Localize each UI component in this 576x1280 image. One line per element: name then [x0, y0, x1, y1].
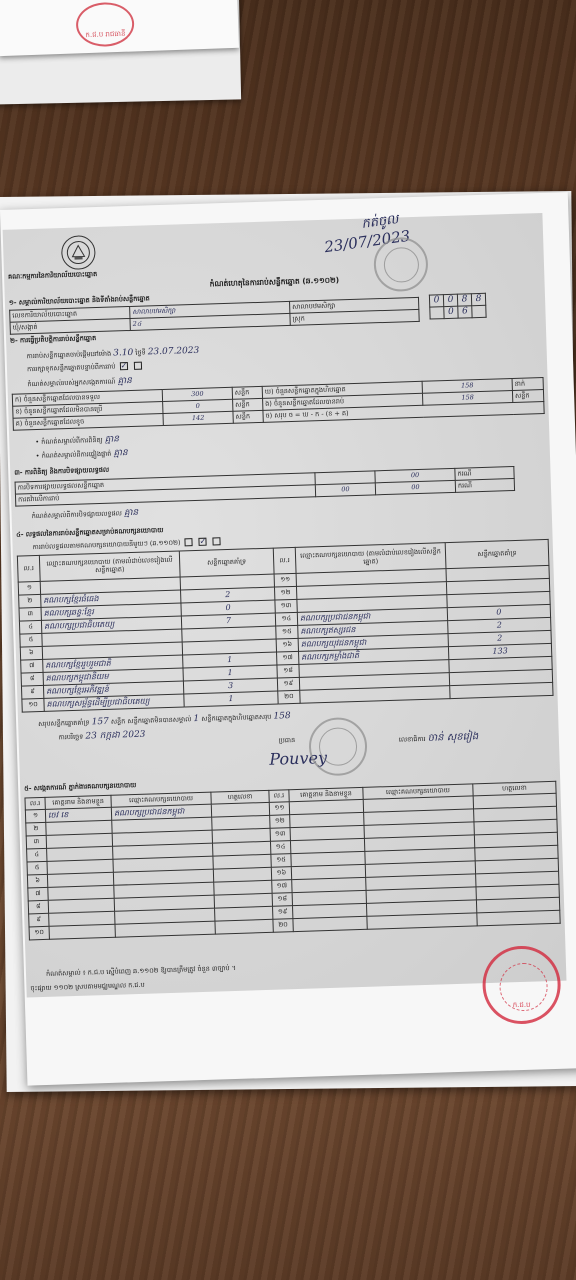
section1-label: ឃុំ/សង្កាត់ — [10, 318, 130, 334]
red-stamp-small: ក.ជ.ប រាជធានី — [75, 1, 135, 47]
form-paper — [0, 192, 576, 1085]
party-no: ៩ — [21, 685, 43, 699]
agent-no: ៨ — [28, 900, 48, 914]
party-no: ១១ — [274, 573, 296, 587]
checkbox — [184, 538, 192, 546]
agent-no: ១៨ — [272, 893, 292, 907]
agent-name — [49, 924, 115, 939]
section5-heading: ៥- សង្កេតការណ៍ ភ្នាក់ងារគណបក្សនយោបាយ — [24, 781, 137, 793]
agent-no: ១៧ — [272, 880, 292, 894]
agent-rows — [25, 793, 560, 940]
code-digit: 8 — [457, 294, 471, 306]
party-votes: 0 — [447, 604, 550, 620]
agent-signature — [215, 919, 273, 934]
party-votes: 2 — [448, 617, 551, 633]
checkbox — [133, 362, 141, 370]
section3-heading: ៣- ការពិនិត្យ និងការបិទផ្សាយលទ្ធផល — [14, 465, 110, 477]
party-no: ២០ — [278, 690, 300, 704]
code-digit — [430, 307, 444, 319]
party-name: គណបក្សកម្លាំងជាតិ — [299, 647, 449, 665]
party-name: គណបក្សខ្មែរធំធេង — [41, 590, 181, 607]
party-votes-table: ល.រ ឈ្មោះគណបក្សនយោបាយ (តាមលំដាប់លេខរៀងលើសន្លឹកឆ្នោត) សន្លឹកឆ្នោតគាំទ្រ ល.រ ឈ្មោះគណបក្សនយោបាយ (តាមលំដាប់លេខរៀងលើសន្លឹកឆ្នោត) សន្លឹកឆ្នោតគាំទ្រ ១ ១១ ២ គណបក្សខ្មែរធំធេង 2 ១២ ៣ គណបក្សឆន្ទៈខ្មែរ 0 ១៣ ៤ គណបក្សប្រជាធិបតេយ្យ 7 ១៤ គណបក្សប្រជាជនកម្ពុជា 0 ៥ ១៥ គណបក្សឥស្សរជន 2 ៦ ១៦ គណបក្សយុវជនកម្ពុជា 2 ៧ គណបក្សខ្មែររួបរួមជាតិ 1 ១៧ គណបក្សកម្លាំងជាតិ 133 ៨ គណបក្សកម្ពុជានិយម 1 ១៨ ៩ គណបក្សខ្មែរអភិវឌ្ឍន៍ 3 ១៩ ១០ គណបក្សសម្ព័ន្ធដើម្បីប្រជាធិបតេយ្យ 1 ២០ — [17, 539, 554, 713]
agent-no: ១៣ — [270, 828, 290, 842]
red-official-stamp: ក.ជ.ប — [483, 946, 561, 1024]
party-no: ៧ — [21, 659, 43, 673]
code-digit: 8 — [471, 293, 485, 305]
party-votes: 1 — [183, 665, 277, 681]
count-start-line: ការរាប់សន្លឹកឆ្នោតចាប់ផ្ដើមនៅម៉ោង 3.10 ថ្ងៃទី 23.07.2023 — [26, 345, 200, 361]
party-votes: 1 — [184, 691, 278, 707]
agent-no: ៤ — [27, 848, 47, 862]
agents-table: ល.រ គោត្តនាម និងនាមខ្លួន ឈ្មោះគណបក្សនយោបាយ ហត្ថលេខា ល.រ គោត្តនាម និងនាមខ្លួន ឈ្មោះគណបក្សនយោបាយ ហត្ថលេខា ១ ចេវ ខេ គណបក្សប្រជាជនកម្ពុជា ១១ ២ ១២ ៣ ១៣ ៤ ១៤ ៥ ១៥ ៦ ១៦ ៧ ១៧ ៨ ១៨ ៩ ១៩ ១០ ២០ — [24, 781, 560, 941]
party-no: ៨ — [21, 672, 43, 686]
party-no: ៥ — [20, 633, 42, 647]
background-sheet — [0, 0, 239, 56]
code-digit: 0 — [443, 294, 457, 306]
gray-stamp — [308, 717, 368, 777]
check-line-1: • កំណត់សម្គាល់ពីការពិនិត្យ គ្មាន — [35, 434, 120, 447]
agent-party — [115, 921, 215, 937]
section1-value: ស្រុក — [290, 309, 419, 325]
party-votes: 2 — [448, 630, 551, 646]
agent-no: ៦ — [27, 874, 47, 888]
party-name: គណបក្សខ្មែររួបរួមជាតិ — [43, 655, 183, 672]
gray-stamp — [373, 237, 429, 293]
section2-heading: ២- ការធ្វើប្រតិបត្តិការរាប់សន្លឹកឆ្នោត — [9, 334, 97, 345]
code-digit: 6 — [458, 306, 472, 318]
party-no: ១០ — [22, 698, 44, 712]
footer-source: ចុះផ្សាយ ១១០២ ស្របតាមមជ្ឈមណ្ឌល ក.ជ.ប — [30, 980, 145, 993]
checkbox — [213, 537, 221, 545]
code-boxes — [429, 293, 487, 320]
agent-no: ១៥ — [271, 854, 291, 868]
footer-note: កំណត់សម្គាល់ ៖ ក.ជ.ប ស្នើបំពេញ ឆ.១១០២ ឱ្យបានត្រឹមត្រូវ ចំនួន ៣ច្បាប់ ។ — [45, 963, 237, 978]
agent-no: ១៩ — [273, 906, 293, 920]
party-no: ៣ — [19, 607, 41, 621]
secretary-label: លេខាធិការ ចាន់ សុខរៀង — [398, 731, 479, 744]
party-votes: 2 — [181, 587, 275, 603]
party-name: គណបក្សប្រជាធិបតេយ្យ — [41, 616, 181, 633]
party-votes: 1 — [183, 652, 277, 668]
votes-total-line: សរុបសន្លឹកឆ្នោតគាំទ្រ 157 សន្លឹក សន្លឹកឆ្នោតមិនបានសម្គាល់ 1 សន្លឹកឆ្នោតក្នុងហិបឆ្នោតសរុប 158 — [38, 711, 291, 729]
start-time: 3.10 — [113, 347, 134, 359]
code-digit: 0 — [444, 306, 458, 318]
agent-no: ៧ — [28, 887, 48, 901]
party-name: គណបក្សប្រជាជនកម្ពុជា — [297, 608, 447, 626]
section1-label: លេខការិយាល័យបោះឆ្នោត — [10, 306, 130, 322]
cambodia-emblem-icon — [61, 235, 96, 270]
party-name: គណបក្សកម្ពុជានិយម — [43, 668, 183, 685]
agent-no: ១១ — [269, 802, 289, 816]
party-no: ៤ — [19, 620, 41, 634]
agent-no: ២ — [26, 822, 46, 836]
party-no: ១៥ — [276, 625, 298, 639]
agent-no: ១៤ — [270, 841, 290, 855]
party-name: គណបក្សយុវជនកម្ពុជា — [298, 634, 448, 652]
votes-total-value: 157 — [91, 716, 110, 728]
party-rows — [18, 565, 553, 712]
storage-line: ការរក្សាទុកសន្លឹកឆ្នោតបន្ទាប់ពីការរាប់ ✓ — [27, 362, 144, 374]
party-no: ២ — [19, 594, 41, 608]
section4-sub-line: ការរាប់លទ្ធផលតាមគណបក្សនយោបាយនីមួយៗ (ឆ.១១០២) ✓ — [32, 537, 222, 552]
chair-signature: Pouvey — [269, 748, 328, 769]
section1-school-value: សាលាបឋមសិក្សា — [130, 301, 290, 318]
agent-name — [293, 916, 367, 931]
agent-party — [367, 913, 477, 929]
party-votes: 3 — [183, 678, 277, 694]
section1-code-value: 2៤ — [130, 313, 290, 330]
agent-no: ២០ — [273, 919, 293, 933]
agent-no: ៣ — [26, 835, 46, 849]
background-paper-stack — [0, 0, 250, 105]
party-name: គណបក្សឆន្ទៈខ្មែរ — [41, 603, 181, 620]
party-no: ៦ — [20, 646, 42, 660]
section1-value: សាលាបឋមសិក្សា — [290, 297, 419, 313]
form-print-area — [3, 213, 567, 998]
party-no: ១៧ — [277, 651, 299, 665]
party-no: ១ — [18, 581, 40, 595]
agent-no: ១០ — [29, 926, 49, 940]
agent-no: ១៦ — [271, 867, 291, 881]
party-votes: 7 — [181, 613, 275, 629]
section4-heading: ៤- លទ្ធផលនៃការរាប់សន្លឹកឆ្នោតសម្រាប់គណបក្សនយោបាយ — [16, 526, 164, 539]
agent-no: ១២ — [270, 815, 290, 829]
agent-no: ៩ — [29, 913, 49, 927]
signing-date-line: ការបរិច្ឆេទ 23 កក្កដា 2023 — [58, 729, 146, 742]
checkbox-checked: ✓ — [199, 536, 207, 546]
code-digit: 0 — [429, 295, 443, 307]
section3-summary: កំណត់សម្គាល់ពីការបិទផ្សាយលទ្ធផល គ្មាន — [31, 507, 139, 521]
party-name: គណបក្សឥស្សរជន — [298, 621, 448, 639]
party-name: គណបក្សសម្ព័ន្ធដើម្បីប្រជាធិបតេយ្យ — [44, 694, 184, 711]
observer-line: កំណត់សម្គាល់របស់អ្នកសង្កេតការណ៍ គ្មាន — [27, 375, 133, 389]
handwritten-date: កត់ចូល 23/07/2023 — [323, 212, 412, 256]
party-no: ១៦ — [276, 638, 298, 652]
ballot-count-table: ក) ចំនួនសន្លឹកឆ្នោតដែលបានទទួល 300 សន្លឹក ឃ) ចំនួនសន្លឹកឆ្នោតក្នុងហិបឆ្នោត 158 នាក់ ខ) ចំនួនសន្លឹកឆ្នោតដែលមិនបានប្រើ 0 សន្លឹក ង) ចំនួនសន្លឹកឆ្នោតដែលបានរាប់ 158 សន្លឹក គ) ចំនួនសន្លឹកឆ្នោតដែលខូច 142 សន្លឹក ច) សរុប ច = ឃ - ក - (ខ + គ) — [12, 377, 545, 431]
party-votes: 133 — [448, 643, 551, 659]
party-votes: 0 — [181, 600, 275, 616]
start-date: 23.07.2023 — [147, 345, 200, 358]
agent-no: ៥ — [27, 861, 47, 875]
party-name: គណបក្សខ្មែរអភិវឌ្ឍន៍ — [43, 681, 183, 698]
party-votes — [450, 682, 553, 698]
check-line-2: • កំណត់សម្គាល់ពីការផ្ទៀងផ្ទាត់ គ្មាន — [35, 448, 128, 460]
party-no: ១៣ — [275, 599, 297, 613]
checkbox-checked: ✓ — [120, 361, 128, 371]
section1-heading: ១- សម្គាល់ការិយាល័យបោះឆ្នោត និងទីតាំងរាប់សន្លឹកឆ្នោត — [8, 294, 150, 307]
code-digit — [472, 305, 486, 317]
agent-signature — [477, 910, 560, 926]
agent-party: គណបក្សប្រជាជនកម្ពុជា — [111, 804, 211, 820]
chair-label: ប្រធាន — [278, 735, 296, 745]
party-no: ១៤ — [275, 612, 297, 626]
party-no: ១២ — [274, 586, 296, 600]
party-no: ១៨ — [277, 664, 299, 678]
agent-name: ចេវ ខេ — [45, 807, 111, 822]
agent-no: ១ — [25, 809, 45, 823]
form-title: កំណត់ហេតុនៃការរាប់សន្លឹកឆ្នោត (ឆ.១១០២) — [209, 275, 340, 289]
org-name: គណៈកម្មការនៃការិយាល័យបោះឆ្នោត — [7, 269, 98, 281]
party-no: ១៩ — [277, 677, 299, 691]
ballots-received-value: 300 — [162, 387, 232, 401]
section3-table: ការបិទការផ្សាយលទ្ធផលសន្លឹកឆ្នោត 00 ករណី ការតវ៉ាលើការរាប់ 00 00 ករណី — [15, 466, 516, 507]
